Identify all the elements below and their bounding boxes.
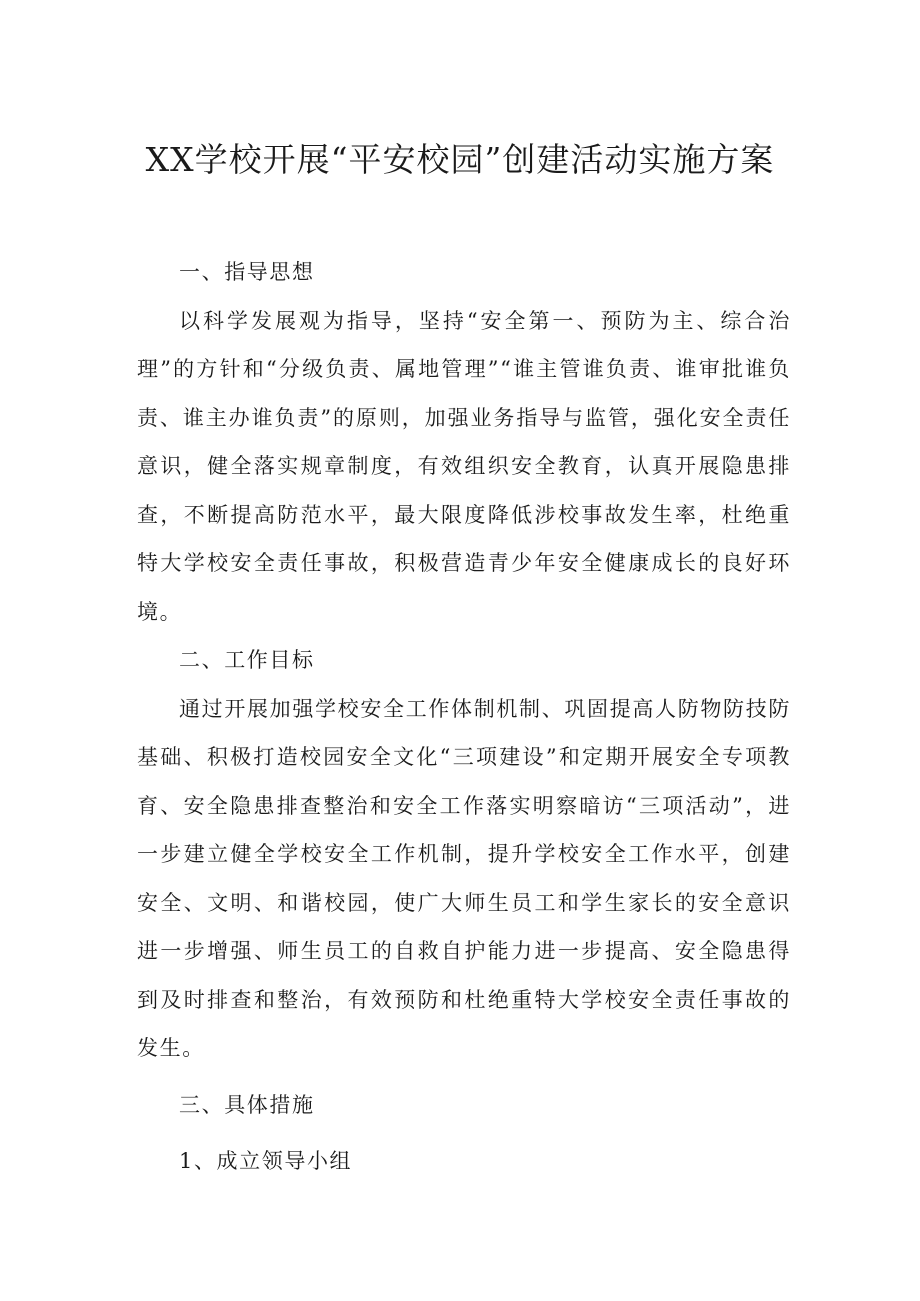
document-title: XX学校开展“平安校园”创建活动实施方案 bbox=[145, 140, 775, 179]
document-body bbox=[137, 248, 791, 1186]
section-heading-guiding-ideology: 一、指导思想 bbox=[179, 260, 315, 284]
list-item-leading-group: 1、成立领导小组 bbox=[179, 1149, 353, 1173]
section-heading-work-goals: 二、工作目标 bbox=[179, 648, 315, 672]
paragraph-work-goals: 通过开展加强学校安全工作体制机制、巩固提高人防物防技防基础、积极打造校园安全文化“三项建设”和定期开展安全专项教育、安全隐患排查整治和安全工作落实明察暗访“三项活动”，进一步建立健全学校安全工作机制，提升学校安全工作水平，创建安全、文明、和谐校园，使广大师生员工和学生家长的安全意识进一步增强、师生员工的自救自护能力进一步提高、安全隐患得到及时排查和整治，有效预防和杜绝重特大学校安全责任事故的发生。 bbox=[137, 696, 791, 1060]
section-heading-specific-measures: 三、具体措施 bbox=[179, 1092, 315, 1117]
paragraph-guiding-ideology: 以科学发展观为指导，坚持“安全第一、预防为主、综合治理”的方针和“分级负责、属地管理”“谁主管谁负责、谁审批谁负责、谁主办谁负责”的原则，加强业务指导与监管，强化安全责任意识，健全落实规章制度，有效组织安全教育，认真开展隐患排查，不断提高防范水平，最大限度降低涉校事故发生率，杜绝重特大学校安全责任事故，积极营造青少年安全健康成长的良好环境。 bbox=[137, 308, 791, 624]
